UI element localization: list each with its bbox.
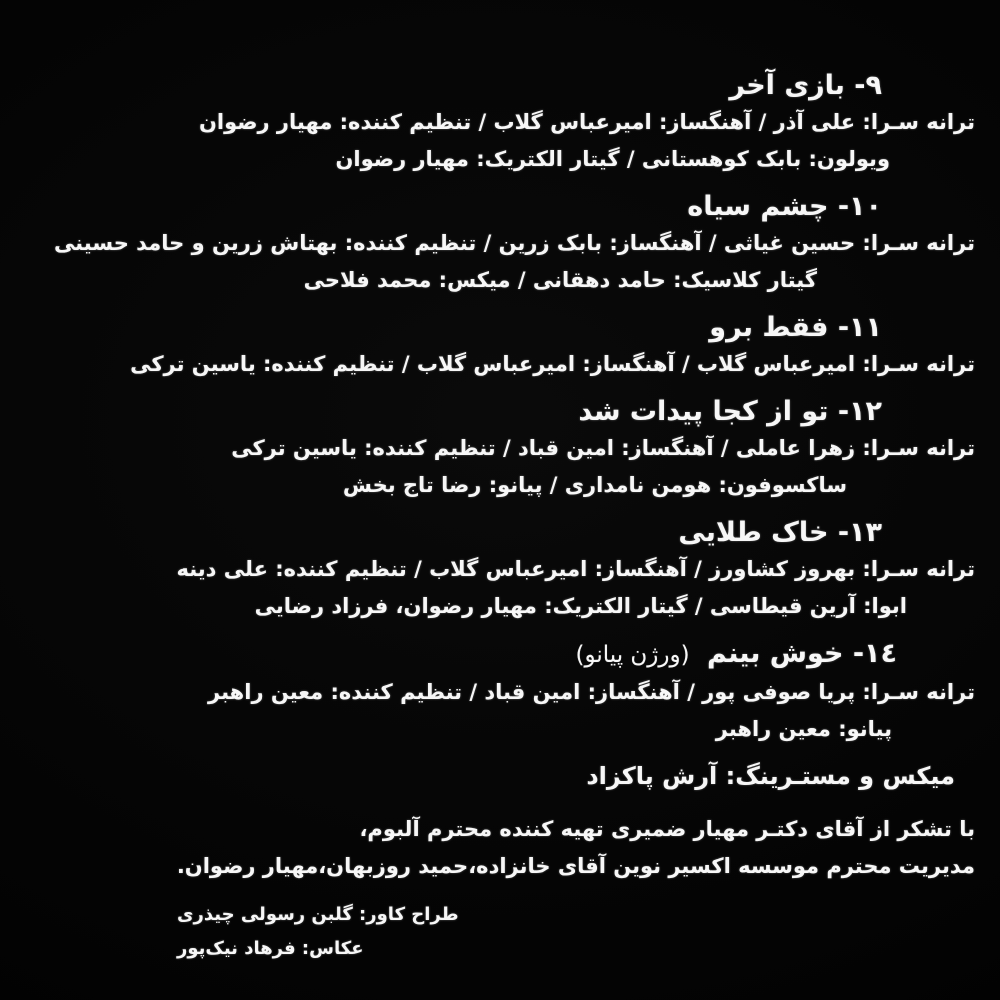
track-credit-line: ترانه سـرا: پریا صوفی پور / آهنگساز: امین قباد / تنظیم کننده: معین راهبر bbox=[208, 680, 975, 704]
track-section-14 bbox=[0, 635, 975, 748]
acknowledgements bbox=[0, 811, 975, 885]
photographer-credit: عکاس: فرهاد نیک‌پور bbox=[177, 938, 364, 959]
track-title: ١٠- چشم سیاه bbox=[687, 191, 882, 222]
track-credit-line: ترانه سـرا: حسین غیاثی / آهنگساز: بابک زرین / تنظیم کننده: بهتاش زرین و حامد حسینی bbox=[53, 231, 975, 255]
track-credit-line: ترانه سـرا: علی آذر / آهنگساز: امیرعباس گلاب / تنظیم کننده: مهیار رضوان bbox=[198, 110, 975, 134]
track-title bbox=[0, 635, 975, 674]
track-credit-line: ترانه سـرا: بهروز کشاورز / آهنگساز: امیرعباس گلاب / تنظیم کننده: علی دینه bbox=[176, 557, 975, 581]
track-credit-line: پیانو: معین راهبر bbox=[715, 717, 892, 741]
track-title: ١١- فقط برو bbox=[709, 312, 882, 343]
track-section-11 bbox=[0, 309, 975, 383]
mix-mastering-credit: میکس و مستـرینگ: آرش پاکزاد bbox=[586, 762, 955, 790]
track-credit-line: ترانه سـرا: زهرا عاملی / آهنگساز: امین قباد / تنظیم کننده: یاسین ترکی bbox=[231, 436, 975, 460]
track-title: ١٢- تو از کجا پیدات شد bbox=[578, 396, 882, 427]
track-section-10 bbox=[0, 188, 975, 299]
track-title: ١٣- خاک طلایی bbox=[678, 517, 882, 548]
track-credit-line: ابوا: آرین قیطاسی / گیتار الکتریک: مهیار رضوان، فرزاد رضایی bbox=[254, 594, 907, 618]
production-credits bbox=[177, 898, 459, 966]
track-section-13 bbox=[0, 514, 975, 625]
cover-designer-credit: طراح کاور: گلبن رسولی چیذری bbox=[177, 904, 459, 925]
track-title-version-note: (ورژن پیانو) bbox=[575, 642, 690, 668]
track-credit-line: ساکسوفون: هومن نامداری / پیانو: رضا تاج بخش bbox=[342, 473, 847, 497]
acknowledgement-line: مدیریت محترم موسسه اکسیر نوین آقای خانزاده،حمید روزبهان،مهیار رضوان. bbox=[176, 854, 975, 878]
track-title-main: ١٤- خوش بینم bbox=[707, 638, 897, 669]
track-credit-line: ترانه سـرا: امیرعباس گلاب / آهنگساز: امیرعباس گلاب / تنظیم کننده: یاسین ترکی bbox=[130, 352, 975, 376]
track-title: ٩- بازی آخر bbox=[729, 70, 882, 101]
acknowledgement-line: با تشکر از آقای دکتـر مهیار ضمیری تهیه کننده محترم آلبوم، bbox=[359, 817, 975, 841]
tracklist-credits bbox=[0, 67, 975, 885]
track-credit-line: ویولون: بابک کوهستانی / گیتار الکتریک: مهیار رضوان bbox=[335, 147, 890, 171]
track-section-9 bbox=[0, 67, 975, 178]
track-section-12 bbox=[0, 393, 975, 504]
track-credit-line: گیتار کلاسیک: حامد دهقانی / میکس: محمد فلاحی bbox=[303, 268, 817, 292]
